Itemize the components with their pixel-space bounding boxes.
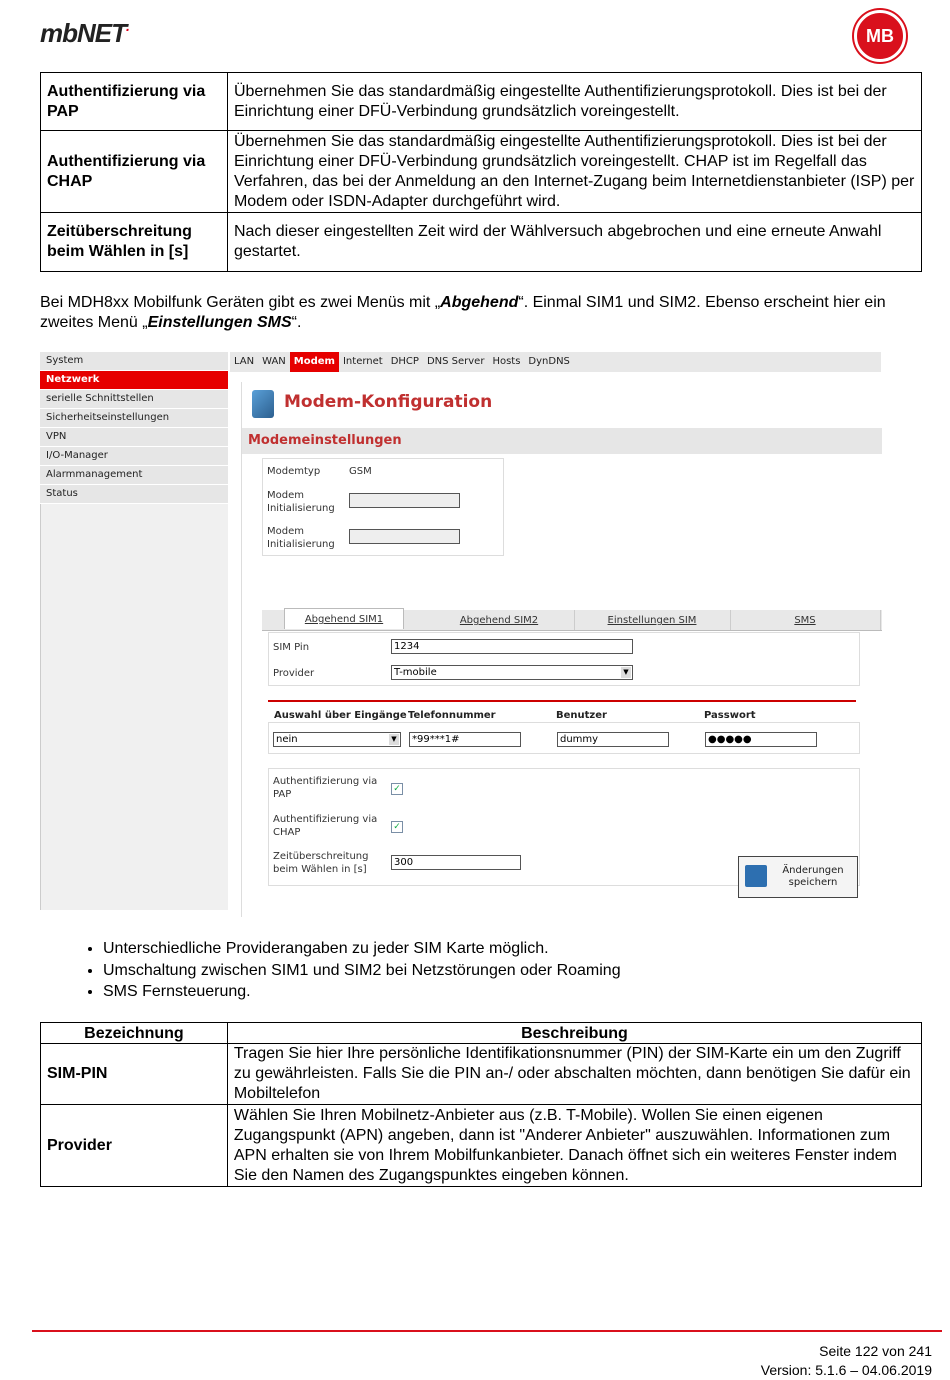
tab-abgehend-sim2[interactable]: Abgehend SIM2: [424, 610, 575, 630]
version: Version: 5.1.6 – 04.06.2019: [760, 1362, 932, 1378]
table-row: [41, 213, 922, 272]
modem-settings-box: [262, 458, 504, 556]
save-button[interactable]: [738, 856, 858, 898]
dial-box: [268, 722, 860, 754]
sidebar-item-io-manager[interactable]: I/O-Manager: [40, 447, 228, 466]
table-key: Provider: [41, 1105, 228, 1187]
page-title: Modem-Konfiguration: [284, 392, 493, 412]
divider: [268, 700, 856, 702]
mb-badge-logo: MB: [854, 10, 906, 62]
tab-internet[interactable]: Internet: [342, 356, 383, 367]
menu-einstellungen-sms: Einstellungen SMS: [147, 314, 292, 331]
sidebar-item-sicherheitseinstellungen[interactable]: Sicherheitseinstellungen: [40, 409, 228, 428]
col-header-benutzer: Benutzer: [556, 710, 607, 721]
col-header-telefonnummer: Telefonnummer: [408, 710, 496, 721]
page-number: Seite 122 von 241: [819, 1343, 932, 1359]
section-header: Modemeinstellungen: [242, 428, 882, 454]
chap-checkbox[interactable]: ✓: [391, 821, 403, 833]
chevron-down-icon: ▼: [621, 667, 631, 678]
pap-checkbox[interactable]: ✓: [391, 783, 403, 795]
table-header-row: [41, 1023, 922, 1044]
floppy-disk-icon: [745, 865, 767, 887]
table-desc: Übernehmen Sie das standardmäßig eingestellte Authentifizierungsprotokoll. Dies ist bei der Einrichtung einer DFÜ-Verbindung grundsätzlich voreingestellt.: [227, 73, 921, 131]
footer-divider: [32, 1330, 942, 1332]
init2-input[interactable]: [349, 529, 460, 544]
tab-sms[interactable]: SMS: [730, 610, 881, 630]
table-row: [41, 1044, 922, 1105]
col-header-auswahl: Auswahl über Eingänge: [274, 710, 407, 721]
list-item: • Umschaltung zwischen SIM1 und SIM2 bei Netzstörungen oder Roaming: [103, 960, 621, 982]
modem-icon: [252, 390, 274, 418]
tab-dns-server[interactable]: DNS Server: [426, 356, 485, 367]
list-item: • SMS Fernsteuerung.: [103, 981, 621, 1003]
tab-dyndns[interactable]: DynDNS: [528, 356, 570, 367]
table-row: [41, 131, 922, 213]
tab-hosts[interactable]: Hosts: [492, 356, 521, 367]
sidebar-item-alarmmanagement[interactable]: Alarmmanagement: [40, 466, 228, 485]
menu-abgehend: Abgehend: [440, 294, 519, 311]
modemtyp-label: Modemtyp: [267, 466, 321, 477]
table-desc: Nach dieser eingestellten Zeit wird der Wählversuch abgebrochen und eine erneute Anwahl gestartet.: [227, 213, 921, 272]
content-panel: [241, 382, 882, 917]
sidebar-item-netzwerk[interactable]: Netzwerk: [40, 371, 228, 390]
init1-label: Modem Initialisierung: [267, 490, 335, 514]
chevron-down-icon: ▼: [389, 734, 399, 745]
table-key: Authentifizierung via CHAP: [41, 131, 228, 213]
timeout-label: Zeitüberschreitung beim Wählen in [s]: [273, 851, 369, 875]
sim-pin-input[interactable]: 1234: [391, 639, 633, 654]
provider-label: Provider: [273, 668, 315, 679]
table-desc: Übernehmen Sie das standardmäßig eingestellte Authentifizierungsprotokoll. Dies ist bei der Einrichtung einer DFÜ-Verbindung grundsätzlich voreingestellt. CHAP ist im Regelfall das Verfahren, das bei der Anmeldung an den Internet-Zugang beim Internetdienstanbieter (ISP) per Modem oder ISDN-Adapter durchgeführt wird.: [227, 131, 921, 213]
sidebar-item-serielle-schnittstellen[interactable]: serielle Schnittstellen: [40, 390, 228, 409]
parameter-table-2: [40, 1022, 922, 1187]
timeout-input[interactable]: 300: [391, 855, 521, 870]
intro-paragraph: Bei MDH8xx Mobilfunk Geräten gibt es zwei Menüs mit „Abgehend“. Einmal SIM1 und SIM2. Ebenso erscheint hier ein zweites Menü „Einstellungen SMS“.: [40, 294, 886, 331]
chap-label: Authentifizierung via CHAP: [273, 814, 378, 838]
logo: mbNET.: [40, 18, 129, 48]
col-header-passwort: Passwort: [704, 710, 756, 721]
table-row: [41, 73, 922, 131]
sidebar-item-status[interactable]: Status: [40, 485, 228, 504]
table-key: SIM-PIN: [41, 1044, 228, 1105]
table-row: [41, 1105, 922, 1187]
footer: [761, 1342, 932, 1380]
parameter-table-1: [40, 72, 922, 272]
table-desc: Tragen Sie hier Ihre persönliche Identifikationsnummer (PIN) der SIM-Karte ein um den Zugriff zu gewährleisten. Falls Sie die PIN an-/ oder abschalten möchten, dann benötigen Sie dafür ein Mobiltelefon: [227, 1044, 921, 1105]
top-nav: [230, 352, 881, 372]
table-desc: Wählen Sie Ihren Mobilnetz-Anbieter aus (z.B. T-Mobile). Wollen Sie einen eigenen Zugangspunkt (APN) angeben, dann ist "Anderer Anbieter" auszuwählen. Informationen zum APN erhalten sie von Ihrem Mobilfunkanbieter. Danach öffnet sich ein weiteres Fenster indem Sie den Namen des Zugangspunktes eingeben können.: [227, 1105, 921, 1187]
table-key: Authentifizierung via PAP: [41, 73, 228, 131]
sim-box: [268, 632, 860, 686]
header-bezeichnung: Bezeichnung: [41, 1023, 228, 1044]
benutzer-input[interactable]: dummy: [557, 732, 669, 747]
header-beschreibung: Beschreibung: [227, 1023, 921, 1044]
tab-einstellungen-sim[interactable]: Einstellungen SIM: [574, 610, 731, 630]
tab-dhcp[interactable]: DHCP: [390, 356, 419, 367]
sidebar: [40, 352, 228, 917]
modem-config-screenshot: [40, 352, 881, 917]
sim-pin-label: SIM Pin: [273, 642, 310, 653]
tab-wan[interactable]: WAN: [262, 356, 286, 367]
init1-input[interactable]: [349, 493, 460, 508]
tab-lan[interactable]: LAN: [234, 356, 255, 367]
auswahl-select[interactable]: nein ▼: [273, 732, 401, 747]
pap-label: Authentifizierung via PAP: [273, 776, 378, 800]
tab-abgehend-sim1[interactable]: Abgehend SIM1: [284, 608, 404, 629]
telefonnummer-input[interactable]: *99***1#: [409, 732, 521, 747]
table-key: Zeitüberschreitung beim Wählen in [s]: [41, 213, 228, 272]
feature-list: [75, 938, 621, 1003]
sidebar-fill: [40, 504, 228, 910]
provider-select[interactable]: T-mobile ▼: [391, 665, 633, 680]
sim-tabs: [262, 610, 882, 631]
sidebar-item-vpn[interactable]: VPN: [40, 428, 228, 447]
tab-modem[interactable]: Modem: [290, 352, 339, 372]
save-button-label: Änderungen speichern: [782, 865, 844, 888]
init2-label: Modem Initialisierung: [267, 526, 335, 550]
sidebar-item-system[interactable]: System: [40, 352, 228, 371]
list-item: • Unterschiedliche Providerangaben zu jeder SIM Karte möglich.: [103, 938, 621, 960]
passwort-input[interactable]: ●●●●●: [705, 732, 817, 747]
modemtyp-value: GSM: [349, 466, 372, 477]
